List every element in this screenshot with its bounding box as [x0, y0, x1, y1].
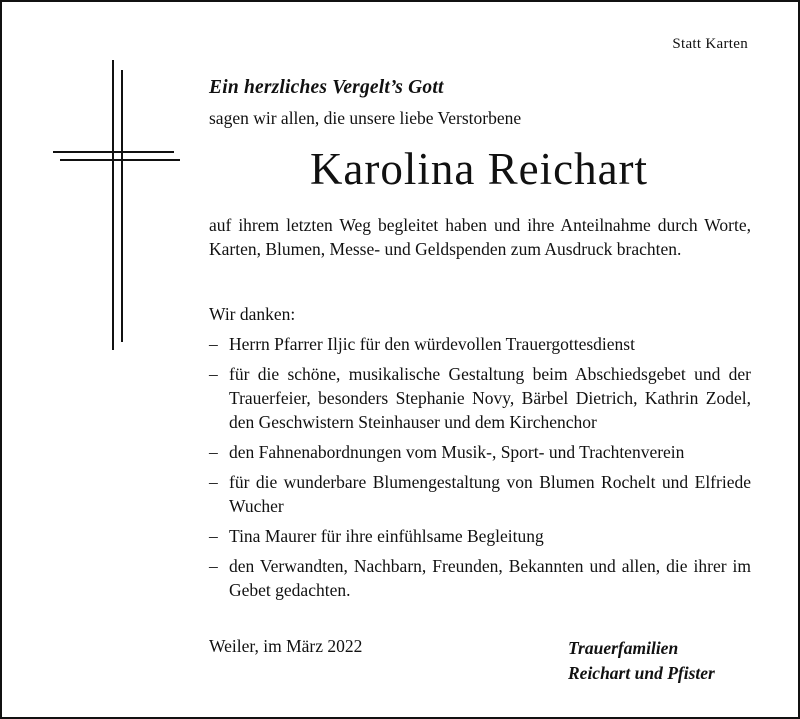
dash-marker: –: [209, 526, 218, 546]
dash-marker: –: [209, 472, 218, 492]
signature-line-1: Trauerfamilien: [568, 638, 679, 658]
deceased-name: Karolina Reichart: [309, 144, 649, 194]
list-item: [209, 332, 751, 356]
list-item-text: den Verwandten, Nachbarn, Freunden, Bekannten und allen, die ihrer im Gebet gedachten.: [229, 556, 751, 600]
list-item: [209, 440, 751, 464]
signature: [568, 636, 715, 686]
list-item: [209, 362, 751, 434]
list-item-text: für die schöne, musikalische Gestaltung beim Abschiedsgebet und der Trauerfeier, besonders Stephanie Novy, Bärbel Dietrich, Kathrin Zodel, den Geschwistern Steinhauser und dem Kirchenchor: [229, 364, 751, 432]
signature-line-2: Reichart und Pfister: [568, 663, 715, 683]
dash-marker: –: [209, 442, 218, 462]
intro-line: sagen wir allen, die unsere liebe Verstorbene: [209, 108, 522, 128]
thanks-list: [209, 332, 751, 608]
list-item-text: Tina Maurer für ihre einfühlsame Begleitung: [229, 526, 544, 546]
list-item-text: für die wunderbare Blumengestaltung von Blumen Rochelt und Elfriede Wucher: [229, 472, 751, 516]
list-item-text: den Fahnenabordnungen vom Musik-, Sport- und Trachtenverein: [229, 442, 685, 462]
cross-icon: [2, 2, 202, 362]
body-paragraph: auf ihrem letzten Weg begleitet haben und ihre Anteilnahme durch Worte, Karten, Blumen, Messe- und Geldspenden zum Ausdruck brachten.: [209, 215, 751, 259]
dash-marker: –: [209, 334, 218, 354]
statt-karten-label: Statt Karten: [672, 36, 748, 52]
list-item-text: Herrn Pfarrer Iljic für den würdevollen Trauergottesdienst: [229, 334, 635, 354]
list-item: [209, 554, 751, 602]
place-date: Weiler, im März 2022: [209, 636, 363, 656]
list-item: [209, 470, 751, 518]
dash-marker: –: [209, 364, 218, 384]
thanks-heading: Wir danken:: [209, 304, 296, 324]
intro-headline: Ein herzliches Vergelt’s Gott: [209, 77, 444, 98]
dash-marker: –: [209, 556, 218, 576]
list-item: [209, 524, 751, 548]
